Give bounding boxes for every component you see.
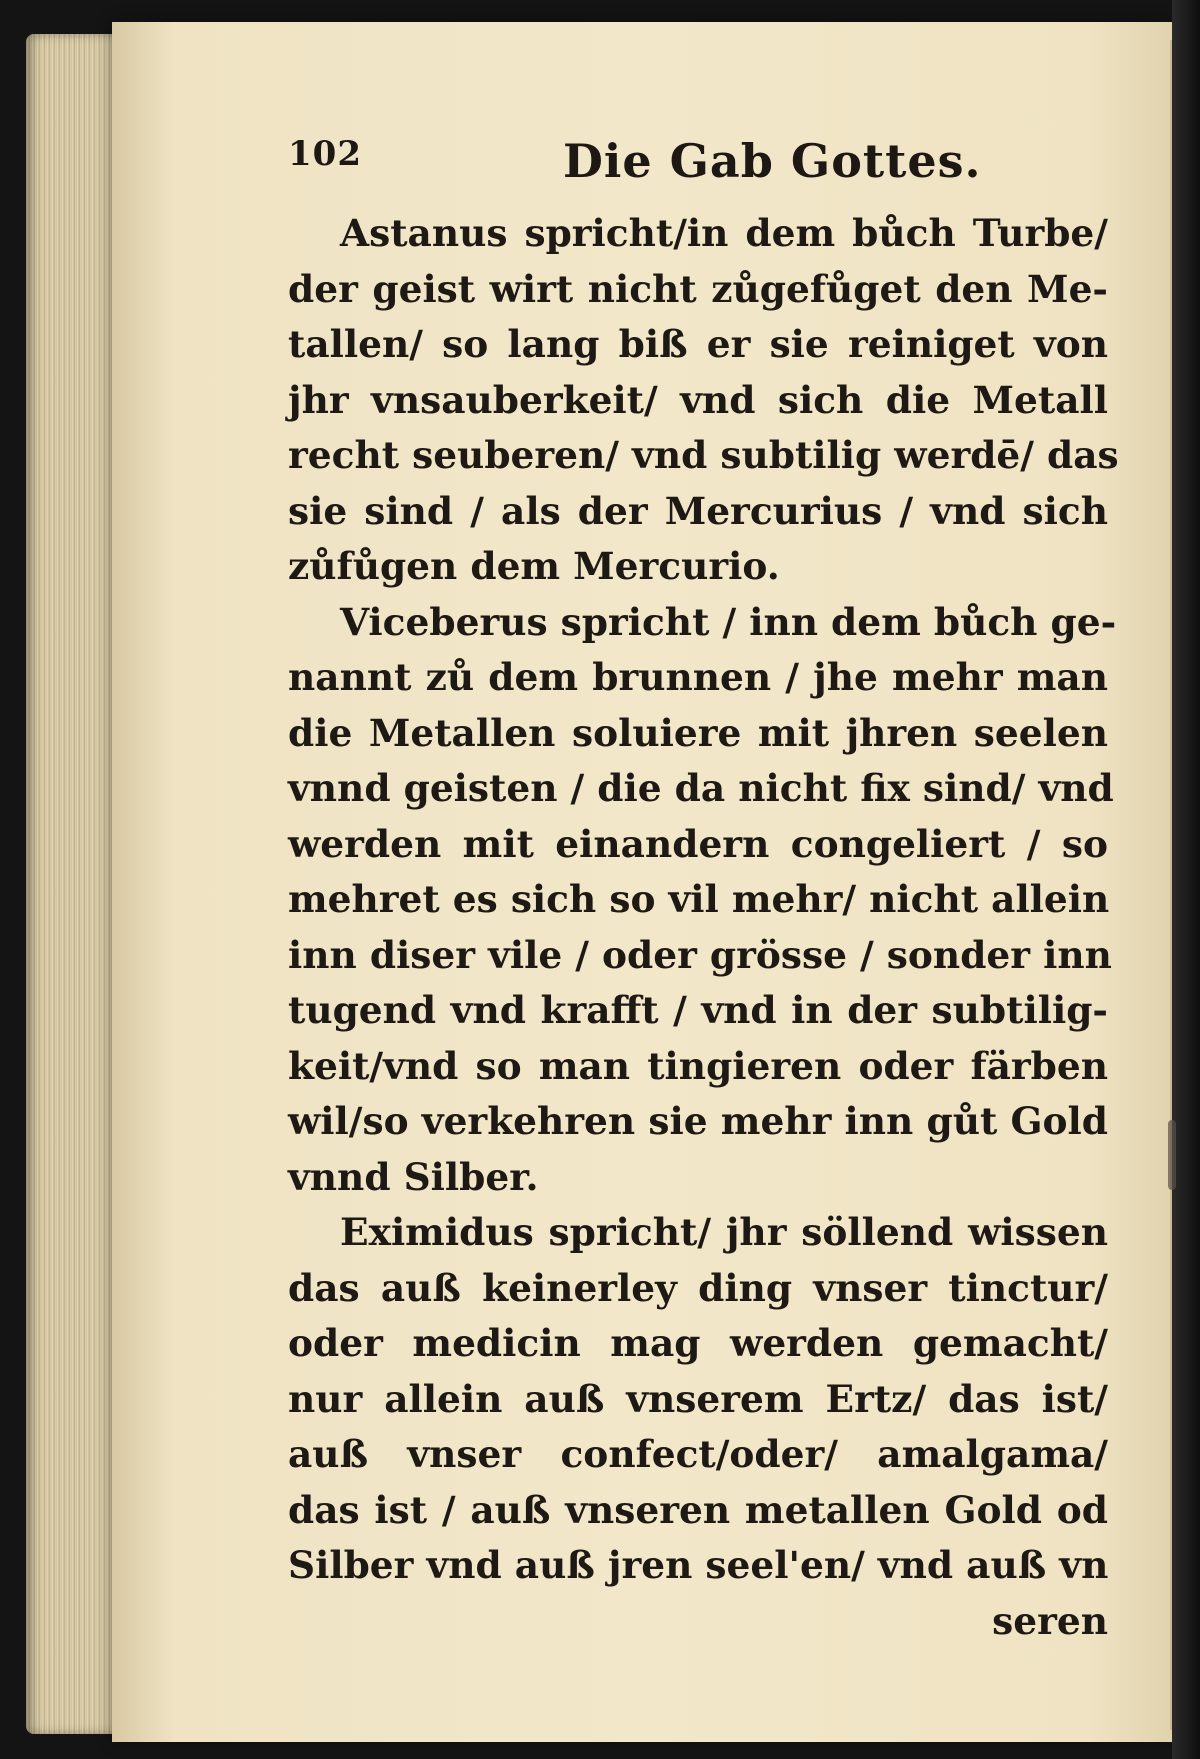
text-line: mehret es sich so vil mehr/ nicht allein: [288, 877, 1110, 921]
text-line: inn diser vile / oder grösse / sonder inn: [288, 932, 1112, 977]
text-line: das auß keinerley ding vnser tinctur/: [288, 1265, 1108, 1310]
body-text: [288, 206, 1119, 1649]
page-block-edges: [26, 34, 126, 1734]
page-number: 102: [288, 134, 362, 174]
cover-board: [1172, 0, 1200, 1759]
text-line: tugend vnd krafft / vnd in der subtilig-: [288, 988, 1108, 1032]
text-line: recht seuberen/ vnd subtilig werdē/ das: [288, 433, 1119, 477]
ink-smudge: [1168, 1120, 1176, 1190]
text-line: das ist / auß vnseren metallen Gold od: [288, 1487, 1108, 1532]
text-line: Silber vnd auß jren seel'en/ vnd auß vn: [288, 1543, 1109, 1587]
catchword: seren: [992, 1598, 1108, 1643]
text-line: vnnd Silber.: [288, 1154, 539, 1199]
text-line: Astanus spricht/in dem bůch Turbe/: [340, 211, 1108, 255]
text-line: wil/so verkehren sie mehr inn gůt Gold: [288, 1099, 1108, 1143]
running-title: Die Gab Gottes.: [563, 134, 982, 188]
text-line: keit/vnd so man tingieren oder färben: [288, 1043, 1108, 1088]
text-line: sie sind / als der Mercurius / vnd sich: [288, 488, 1108, 533]
text-line: vnnd geisten / die da nicht fix sind/ vnd: [288, 766, 1114, 810]
text-line: die Metallen soluiere mit jhren seelen: [288, 710, 1108, 755]
text-line: nannt zů dem brunnen / jhe mehr man: [288, 655, 1108, 699]
text-line: tallen/ so lang biß er sie reiniget von: [288, 322, 1108, 366]
text-line: Eximidus spricht/ jhr söllend wissen: [340, 1210, 1108, 1254]
running-head: [288, 134, 1088, 194]
text-line: auß vnser confect/oder/ amalgama/: [288, 1432, 1108, 1476]
text-line: oder medicin mag werden gemacht/: [288, 1321, 1108, 1365]
text-line: der geist wirt nicht zůgefůget den Me-: [288, 266, 1108, 311]
text-line: zůfůgen dem Mercurio.: [288, 544, 780, 588]
text-line: werden mit einandern congeliert / so: [288, 821, 1108, 866]
text-line: Viceberus spricht / inn dem bůch ge-: [340, 599, 1117, 644]
text-line: nur allein auß vnserem Ertz/ das ist/: [288, 1376, 1108, 1421]
text-line: jhr vnsauberkeit/ vnd sich die Metall: [288, 377, 1108, 422]
